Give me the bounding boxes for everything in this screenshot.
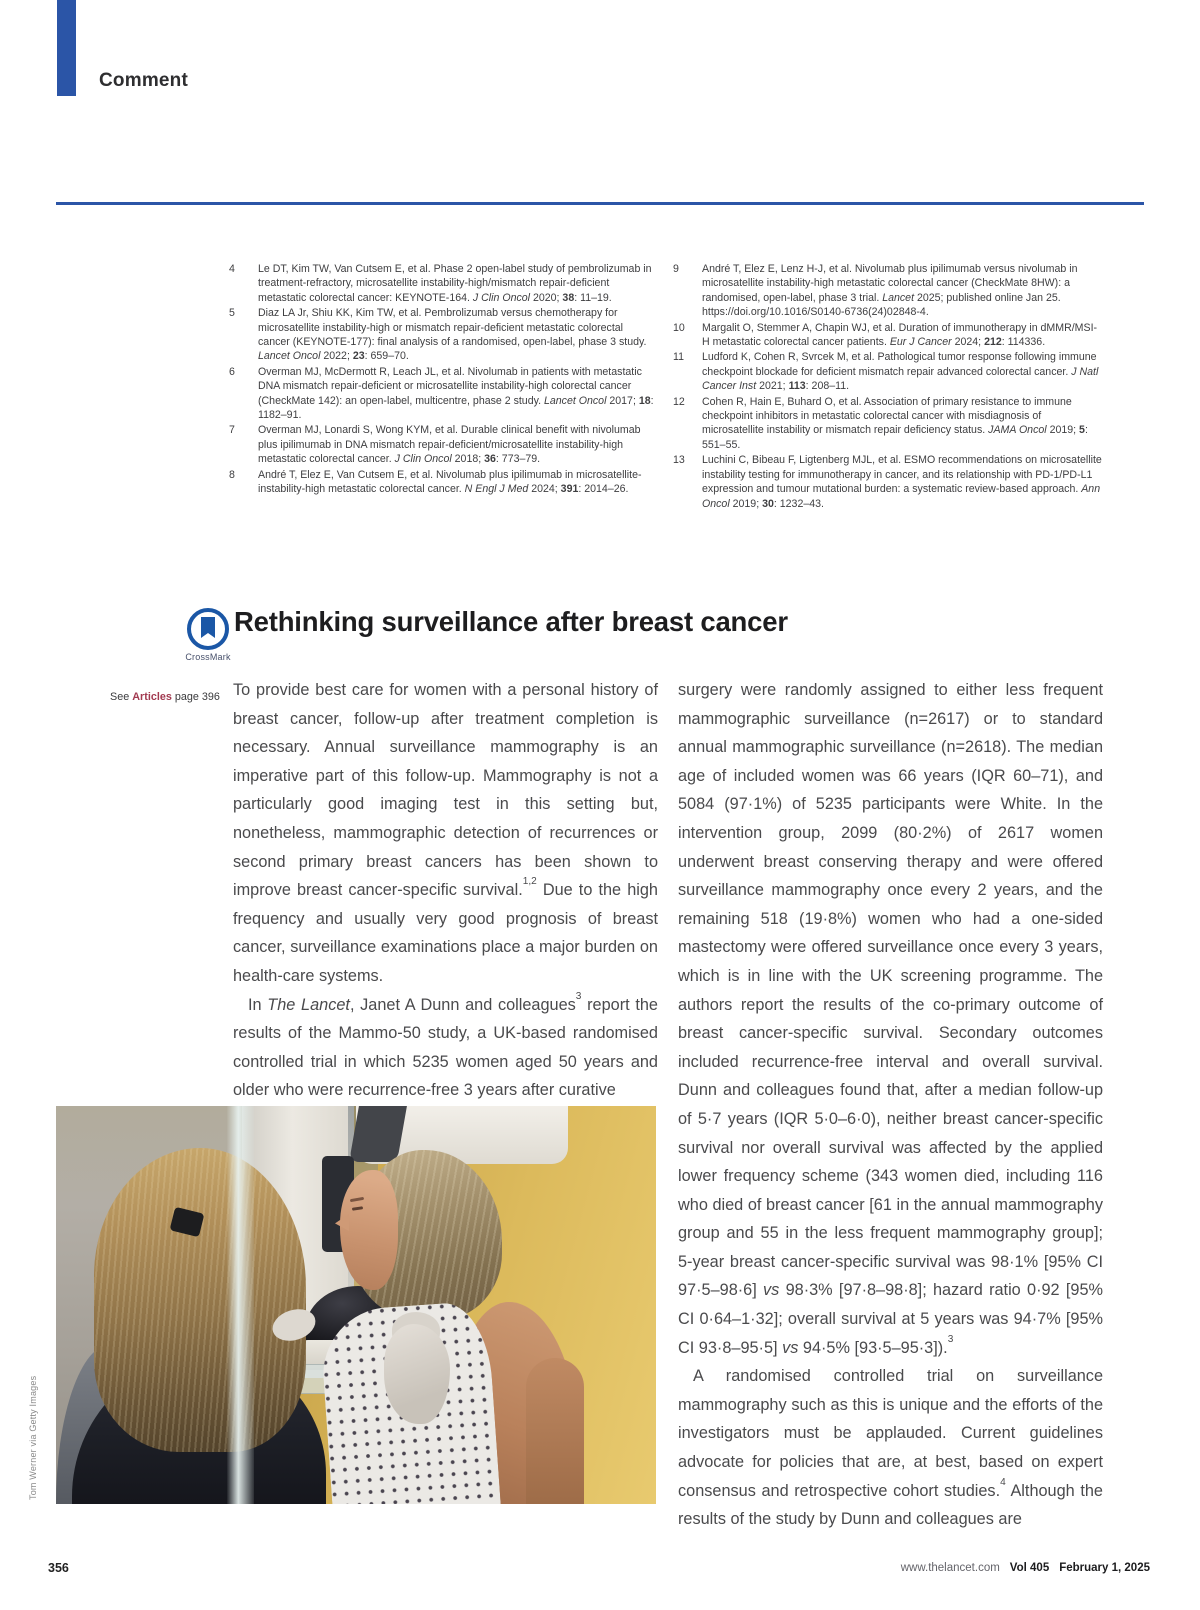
reference-item	[229, 262, 657, 305]
reference-text: Luchini C, Bibeau F, Ligtenberg MJL, et al. ESMO recommendations on microsatellite instability testing for immunotherapy in cancer, and its relationship with PD-1/PD-L1 expression and tumour mutational burden: a systematic review-based approach. Ann Oncol 2019; 30: 1232–43.	[702, 454, 1102, 510]
reference-text: Diaz LA Jr, Shiu KK, Kim TW, et al. Pembrolizumab versus chemotherapy for microsatellite instability-high or mismatch repair-deficient metastatic colorectal cancer (KEYNOTE-177): final analysis of a randomised, open-label, phase 3 study. Lancet Oncol 2022; 23: 659–70.	[258, 307, 647, 363]
photo-patient-arm	[526, 1358, 584, 1504]
body-paragraph: A randomised controlled trial on surveillance mammography such as this is unique and the efforts of the investigators must be applauded. Current guidelines advocate for policies that are, at best, based on expert consensus and retrospective cohort studies.$^4$ Although the results of the study by Dunn and colleagues are	[678, 1367, 1103, 1529]
reference-number: 7	[229, 424, 235, 437]
crossmark-circle-icon	[187, 608, 229, 650]
lancet-corner-bar	[57, 0, 76, 96]
see-note-post: page 396	[171, 691, 220, 703]
reference-text: Ludford K, Cohen R, Svrcek M, et al. Pathological tumor response following immune checkpoint blockade for deficient mismatch repair advanced colorectal cancer. J Natl Cancer Inst 2021; 113: 208–11.	[702, 351, 1099, 393]
footer-date: February 1, 2025	[1059, 1562, 1150, 1574]
see-articles-link[interactable]: Articles	[132, 691, 172, 703]
body-paragraph: In The Lancet, Janet A Dunn and colleagues$^3$ report the results of the Mammo-50 study, a UK-based randomised controlled trial in which 5235 women aged 50 years and older who were recurrence-free 3 years after curative	[233, 990, 658, 1100]
reference-text: André T, Elez E, Lenz H-J, et al. Nivolumab plus ipilimumab versus nivolumab in microsatellite instability-high metastatic colorectal cancer (CheckMate 8HW): a randomised, open-label, phase 3 trial. Lancet 2025; published online Jan 25. https://doi.org/10.1016/S0140-6736(24)02848-4.	[702, 263, 1078, 319]
photo-glass-reflection-stripe	[227, 1106, 254, 1504]
reference-item	[673, 453, 1103, 511]
photo-gloved-hand-right	[384, 1324, 450, 1424]
reference-item	[229, 306, 657, 364]
reference-item	[673, 350, 1103, 393]
reference-number: 4	[229, 263, 235, 275]
reference-number: 11	[673, 351, 684, 364]
footer-volume: Vol 405	[1009, 1562, 1050, 1574]
footer-journal-info	[901, 1562, 1150, 1574]
article-title: Rethinking surveillance after breast cancer	[234, 606, 788, 637]
crossmark-ribbon-icon	[201, 617, 215, 638]
reference-number: 13	[673, 454, 685, 467]
reference-text: André T, Elez E, Van Cutsem E, et al. Nivolumab plus ipilimumab in microsatellite-instability-high metastatic colorectal cancer. N Engl J Med 2024; 391: 2014–26.	[258, 468, 642, 496]
reference-text: Overman MJ, Lonardi S, Wong KYM, et al. Durable clinical benefit with nivolumab plus ipilimumab in DNA mismatch repair-deficient/microsatellite instability-high metastatic colorectal cancer. J Clin Oncol 2018; 36: 773–79.	[258, 424, 641, 466]
see-note-pre: See	[110, 691, 133, 703]
reference-item	[673, 262, 1103, 320]
header-divider	[56, 202, 1144, 205]
page-number: 356	[48, 1561, 69, 1575]
reference-item	[229, 468, 657, 497]
reference-text: Margalit O, Stemmer A, Chapin WJ, et al. Duration of immunotherapy in dMMR/MSI-H metastatic colorectal cancer patients. Eur J Cancer 2024; 212: 114336.	[702, 321, 1098, 349]
body-paragraph: To provide best care for women with a personal history of breast cancer, follow-up after treatment completion is necessary. Annual surveillance mammography is an imperative part of this follow-up. Mammography is not a particularly good imaging test in this setting but, nonetheless, mammographic detection of recurrences or second primary breast cancers has been shown to improve breast cancer-specific survival.$^{1,2}$ Due to the high frequency and usually very good prognosis of breast cancer, surveillance examinations place a major burden on health-care systems.	[233, 681, 658, 985]
reference-item	[673, 395, 1103, 453]
photo-credit: Tom Werner via Getty Images	[28, 1375, 38, 1500]
crossmark-label: CrossMark	[185, 652, 231, 662]
references-right	[673, 262, 1103, 512]
reference-text: Le DT, Kim TW, Van Cutsem E, et al. Phase 2 open-label study of pembrolizumab in treatment-refractory, microsatellite instability-high/mismatch repair-deficient metastatic colorectal cancer: KEYNOTE-164. J Clin Oncol 2020; 38: 11–19.	[258, 263, 652, 304]
reference-number: 8	[229, 468, 235, 481]
column-right	[678, 676, 1103, 1534]
reference-item	[229, 423, 657, 466]
reference-number: 9	[673, 263, 679, 275]
footer-site-url: www.thelancet.com	[900, 1562, 1000, 1574]
reference-item	[229, 365, 657, 423]
reference-number: 6	[229, 365, 235, 378]
reference-text: Cohen R, Hain E, Buhard O, et al. Association of primary resistance to immune checkpoint inhibitors in metastatic colorectal cancer with misdiagnosis of microsatellite instability or mismatch repair deficiency status. JAMA Oncol 2019; 5: 551–55.	[702, 395, 1088, 451]
section-label: Comment	[99, 70, 189, 91]
reference-number: 12	[673, 395, 685, 408]
reference-number: 10	[673, 321, 685, 334]
reference-text: Overman MJ, McDermott R, Leach JL, et al. Nivolumab in patients with metastatic DNA mismatch repair-deficient or microsatellite instability-high colorectal cancer (CheckMate 142): an open-label, multicentre, phase 2 study. Lancet Oncol 2017; 18: 1182–91.	[258, 365, 654, 422]
reference-number: 5	[229, 307, 235, 320]
references-left	[229, 262, 657, 498]
column-left	[233, 676, 658, 1105]
photo-technician-hair	[94, 1148, 306, 1452]
photo-machine-head-display	[349, 1106, 407, 1162]
mammography-photo	[56, 1106, 656, 1504]
body-paragraph: surgery were randomly assigned to either less frequent mammographic surveillance (n=2617) or to standard annual mammographic surveillance (n=2618). The median age of included women was 66 years (IQR 60–71), and 5084 (97·1%) of 5235 participants were White. In the intervention group, 2099 (80·2%) of 2617 women underwent breast conserving therapy and were offered surveillance mammography once every 2 years, and the remaining 518 (19·8%) women who had a one-sided mastectomy were offered surveillance once every 3 years, which is in line with the UK screening programme. The authors report the results of the co-primary outcome of breast cancer-specific survival. Secondary outcomes included recurrence-free interval and overall survival. Dunn and colleagues found that, after a median follow-up of 5·7 years (IQR 5·0–6·0), neither breast cancer-specific survival nor overall survival was affected by the applied lower frequency scheme (343 women died, including 116 who died of breast cancer [61 in the annual mammography group and 55 in the less frequent mammography group]; 5-year breast cancer-specific survival was 98·1% [95% CI 97·5–98·6] vs 98·3% [97·8–98·8]; hazard ratio 0·92 [95% CI 0·64–1·32]; overall survival at 5 years was 94·7% [95% CI 93·8–95·5] vs 94·5% [93·5–95·3]).$^3$	[678, 681, 1103, 1357]
see-articles-note	[110, 691, 220, 703]
reference-item	[673, 321, 1103, 350]
crossmark-logo[interactable]	[176, 608, 240, 662]
